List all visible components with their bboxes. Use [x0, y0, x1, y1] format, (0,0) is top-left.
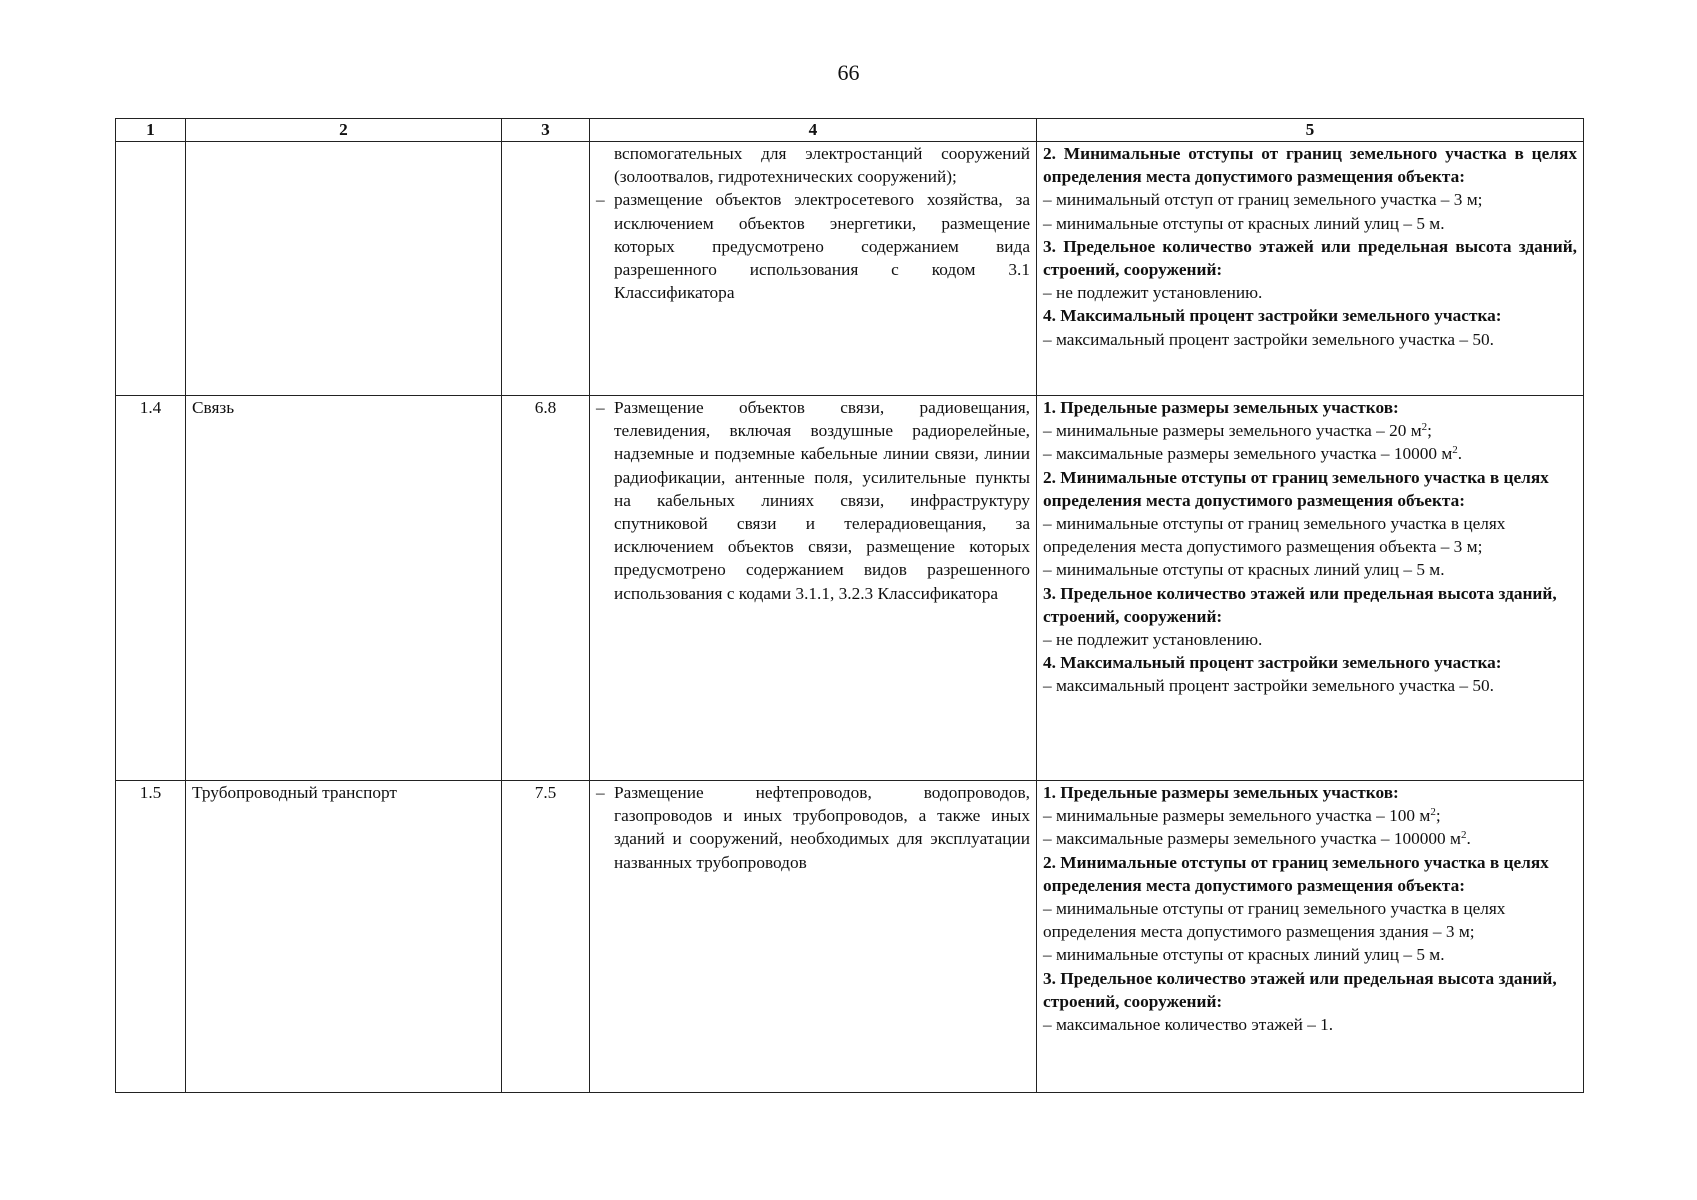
row-number: 1.5: [116, 781, 186, 1093]
use-name: Трубопроводный транспорт: [186, 781, 502, 1093]
use-code: 7.5: [502, 781, 590, 1093]
column-header-1: 1: [116, 119, 186, 142]
description-continuation: вспомогательных для электростанций сооружений (золоотвалов, гидротехнических сооружений);: [614, 144, 1030, 187]
param-heading: 1. Предельные размеры земельных участков:: [1043, 783, 1399, 802]
use-name: Связь: [186, 396, 502, 781]
description-item: – Размещение нефтепроводов, водопроводов, газопроводов и иных трубопроводов, а также иных зданий и сооружений, необходимых для эксплуатации названных трубопроводов: [596, 783, 1030, 872]
param-line: – максимальные размеры земельного участка – 100000 $м^2$.: [1043, 829, 1471, 849]
use-description: [590, 781, 1037, 1093]
parameters-cell: [1037, 781, 1584, 1093]
use-code: [502, 142, 590, 396]
param-heading: 1. Предельные размеры земельных участков:: [1043, 398, 1399, 417]
param-line: – не подлежит установлению.: [1043, 283, 1263, 303]
param-heading: 4. Максимальный процент застройки земельного участка:: [1043, 653, 1502, 673]
row-number: [116, 142, 186, 396]
param-line: – максимальный процент застройки земельного участка – 50.: [1043, 329, 1494, 349]
description-item: – размещение объектов электросетевого хозяйства, за исключением объектов энергетики, размещение которых предусмотрено содержанием вида разрешенного использования с кодом 3.1 Классификатора: [596, 190, 1030, 303]
row-number: 1.4: [116, 396, 186, 781]
param-line: – минимальные отступы от красных линий улиц – 5 м.: [1043, 560, 1445, 580]
parameters-cell: [1037, 142, 1584, 396]
table-header-row: [116, 119, 1584, 142]
zoning-table: [115, 118, 1584, 1093]
param-heading: 2. Минимальные отступы от границ земельного участка в целях определения места допустимого размещения объекта:: [1043, 144, 1577, 187]
param-heading: 3. Предельное количество этажей или предельная высота зданий, строений, сооружений:: [1043, 968, 1557, 1011]
column-header-4: 4: [590, 119, 1037, 142]
param-line: – не подлежит установлению.: [1043, 630, 1263, 650]
param-heading: 4. Максимальный процент застройки земельного участка:: [1043, 306, 1502, 326]
column-header-3: 3: [502, 119, 590, 142]
param-line: – минимальные размеры земельного участка – 100 $м^2$;: [1043, 806, 1441, 826]
param-heading: 2. Минимальные отступы от границ земельного участка в целях определения места допустимого размещения объекта:: [1043, 467, 1549, 510]
column-header-2: 2: [186, 119, 502, 142]
param-heading: 3. Предельное количество этажей или предельная высота зданий, строений, сооружений:: [1043, 583, 1557, 626]
use-description: [590, 142, 1037, 396]
param-line: – минимальные отступы от границ земельного участка в целях определения места допустимого размещения объекта – 3 м;: [1043, 514, 1506, 557]
table-row: [116, 142, 1584, 396]
page-number: 66: [837, 60, 860, 85]
description-item: – Размещение объектов связи, радиовещания, телевидения, включая воздушные радиорелейные, надземные и подземные кабельные линии связи, линии радиофикации, антенные поля, усилительные пункты на кабельных линиях связи, инфраструктуру спутниковой связи и телерадиовещания, за исключением объектов связи, размещение которых предусмотрено содержанием видов разрешенного использования с кодами 3.1.1, 3.2.3 Классификатора: [596, 398, 1030, 603]
param-heading: 2. Минимальные отступы от границ земельного участка в целях определения места допустимого размещения объекта:: [1043, 852, 1549, 895]
param-line: – минимальные отступы от красных линий улиц – 5 м.: [1043, 213, 1445, 233]
param-line: – максимальное количество этажей – 1.: [1043, 1015, 1334, 1035]
param-line: – минимальные размеры земельного участка – 20 $м^2$;: [1043, 421, 1432, 441]
table-row: [116, 781, 1584, 1093]
use-name: [186, 142, 502, 396]
param-line: – минимальный отступ от границ земельного участка – 3 м;: [1043, 190, 1483, 210]
param-line: – минимальные отступы от границ земельного участка в целях определения места допустимого размещения здания – 3 м;: [1043, 899, 1506, 942]
param-line: – максимальный процент застройки земельного участка – 50.: [1043, 676, 1494, 696]
use-description: [590, 396, 1037, 781]
parameters-cell: [1037, 396, 1584, 781]
column-header-5: 5: [1037, 119, 1584, 142]
table-row: [116, 396, 1584, 781]
param-line: – максимальные размеры земельного участка – 10000 $м^2$.: [1043, 444, 1463, 464]
param-heading: 3. Предельное количество этажей или предельная высота зданий, строений, сооружений:: [1043, 236, 1577, 280]
param-line: – минимальные отступы от красных линий улиц – 5 м.: [1043, 945, 1445, 965]
use-code: 6.8: [502, 396, 590, 781]
